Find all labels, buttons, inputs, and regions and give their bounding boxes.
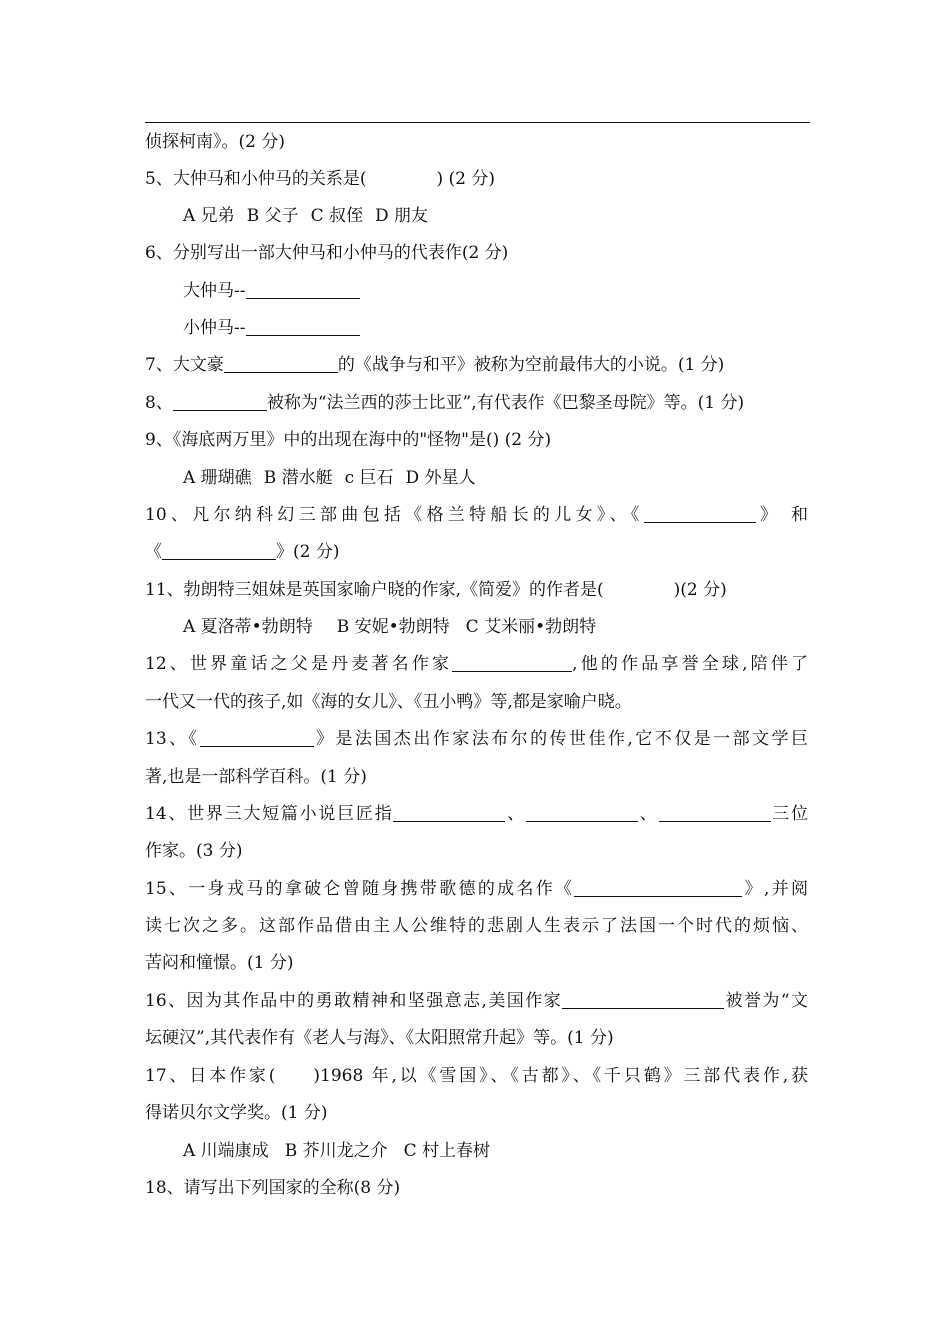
option-c: c 巨石 <box>344 468 394 488</box>
option-c: C 村上春树 <box>403 1141 491 1161</box>
option-a: A 川端康成 <box>183 1141 269 1161</box>
answer-blank[interactable] <box>393 803 505 822</box>
q13-question: 13、《 》是法国杰出作家法布尔的传世佳作,它不仅是一部文学巨 <box>145 729 808 749</box>
option-d: D 外星人 <box>405 468 476 488</box>
option-c: C 叔侄 <box>310 206 364 226</box>
answer-blank[interactable] <box>644 504 756 523</box>
q5-question: 5、大仲马和小仲马的关系是( ) (2 分) <box>145 169 495 189</box>
q17-options <box>183 1139 502 1163</box>
answer-blank[interactable] <box>200 728 314 747</box>
q4-tail: 侦探柯南》。(2 分) <box>145 132 285 152</box>
q15-continued-2: 苦闷和憧憬。(1 分) <box>145 953 294 973</box>
q9-options <box>183 466 488 490</box>
q18-question: 18、请写出下列国家的全称(8 分) <box>145 1178 401 1198</box>
q15-question: 15、一身戎马的拿破仑曾随身携带歌德的成名作《 》,并阅 <box>145 879 809 899</box>
q12-question: 12、世界童话之父是丹麦著名作家 ,他的作品享誉全球,陪伴了 <box>145 654 808 674</box>
header-rule <box>145 122 810 123</box>
q9-question: 9、《海底两万里》中的出现在海中的"怪物"是() (2 分) <box>145 430 552 450</box>
option-a: A 珊瑚礁 <box>183 468 252 488</box>
q10-question: 10、凡尔纳科幻三部曲包括《格兰特船长的儿女》、《 》 和 <box>145 505 808 525</box>
q16-question: 16、因为其作品中的勇敢精神和坚强意志,美国作家 被誉为“文 <box>145 991 808 1011</box>
q5-options <box>183 204 440 228</box>
option-a: A 兄弟 <box>183 206 235 226</box>
answer-blank[interactable] <box>246 317 360 336</box>
q12-continued: 一代又一代的孩子,如《海的女儿》、《丑小鸭》等,都是家喻户晓。 <box>145 692 632 712</box>
answer-blank[interactable] <box>246 280 360 299</box>
q10-continued: 《 》(2 分) <box>145 542 340 562</box>
q11-options <box>183 615 608 639</box>
option-b: B 芥川龙之介 <box>284 1141 388 1161</box>
answer-blank[interactable] <box>659 803 771 822</box>
q8-question: 8、 被称为“法兰西的莎士比亚”,有代表作《巴黎圣母院》等。(1 分) <box>145 393 745 413</box>
q6-question: 6、分别写出一部大仲马和小仲马的代表作(2 分) <box>145 243 509 263</box>
option-d: D 朋友 <box>375 206 429 226</box>
q17-question: 17、日本作家( )1968 年,以《雪国》、《古都》、《千只鹤》三部代表作,获 <box>145 1066 809 1086</box>
option-b: B 父子 <box>246 206 299 226</box>
answer-blank[interactable] <box>452 653 572 672</box>
q14-continued: 作家。(3 分) <box>145 841 243 861</box>
answer-blank[interactable] <box>562 990 724 1009</box>
answer-blank[interactable] <box>224 354 338 373</box>
q17-continued: 得诺贝尔文学奖。(1 分) <box>145 1103 328 1123</box>
answer-blank[interactable] <box>574 878 742 897</box>
q16-continued: 坛硬汉”,其代表作有《老人与海》、《太阳照常升起》等。(1 分) <box>145 1028 614 1048</box>
answer-blank[interactable] <box>162 541 276 560</box>
q15-continued: 读七次之多。这部作品借由主人公维特的悲剧人生表示了法国一个时代的烦恼、 <box>145 916 808 936</box>
option-c: C 艾米丽•勃朗特 <box>465 617 597 637</box>
q6-answer-dumas-fils: 小仲马-- <box>183 316 360 340</box>
option-a: A 夏洛蒂•勃朗特 <box>183 617 313 637</box>
q14-question: 14、世界三大短篇小说巨匠指 、 、 三位 <box>145 804 809 824</box>
q7-question: 7、大文豪 的《战争与和平》被称为空前最伟大的小说。(1 分) <box>145 355 725 375</box>
q11-question: 11、勃朗特三姐妹是英国家喻户晓的作家,《简爱》的作者是( )(2 分) <box>145 580 727 600</box>
answer-blank[interactable] <box>173 392 267 411</box>
option-b: B 安妮•勃朗特 <box>336 617 450 637</box>
q13-continued: 著,也是一部科学百科。(1 分) <box>145 767 367 787</box>
option-b: B 潜水艇 <box>263 468 333 488</box>
answer-blank[interactable] <box>526 803 638 822</box>
q6-answer-dumas-pere: 大仲马-- <box>183 279 360 303</box>
